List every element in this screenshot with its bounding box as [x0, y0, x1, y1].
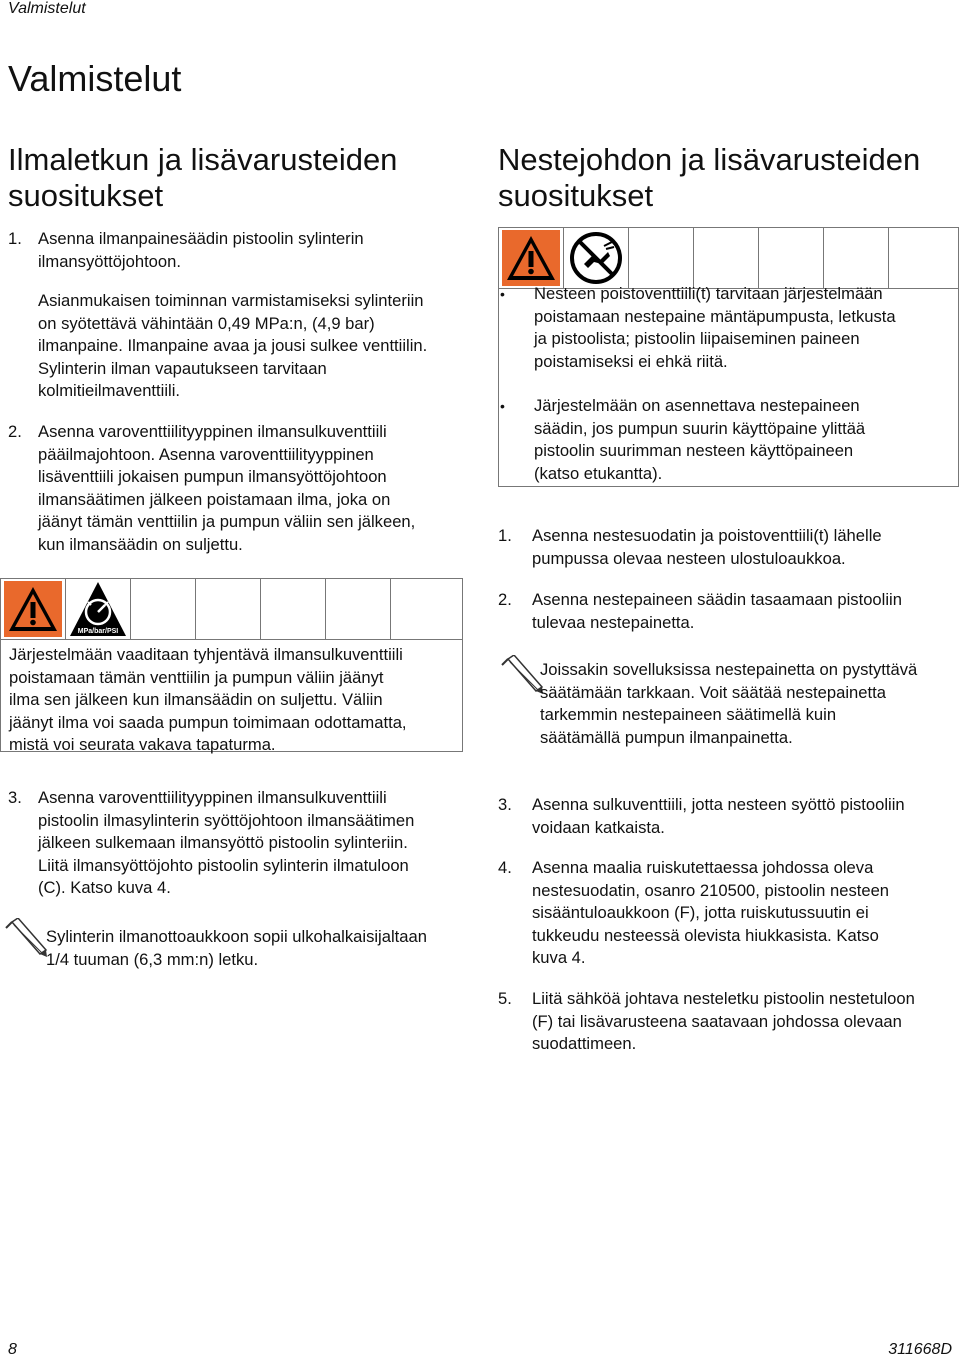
text-line: Asenna ilmanpainesäädin pistoolin sylinterin: [38, 229, 364, 248]
text-line: 1/4 tuuman (6,3 mm:n) letku.: [46, 949, 259, 969]
step-number: 2.: [498, 590, 512, 609]
text-line: säädin, jos pumpun suurin käyttöpaine ylittää: [534, 418, 866, 438]
right-note: [540, 659, 958, 749]
left-step-1: [8, 228, 478, 273]
pressure-gauge-icon: [68, 580, 128, 638]
warning-icon-row: [499, 228, 958, 289]
text-line: ilma sen jälkeen kun ilmansäädin on suljettu. Väliin: [9, 690, 383, 709]
left-section-title-line2: suositukset: [8, 178, 164, 213]
warning-triangle-icon: [4, 581, 62, 637]
empty-icon-cell: [694, 228, 759, 288]
text-line: voidaan katkaista.: [532, 817, 665, 837]
right-section-title-line1: Nestejohdon ja lisävarusteiden: [498, 142, 921, 177]
running-header: Valmistelut: [8, 0, 86, 17]
step-number: 4.: [498, 858, 512, 877]
bullet-dot-icon: •: [500, 398, 505, 414]
empty-icon-cell: [261, 579, 326, 639]
note-pencil-icon: [500, 655, 544, 700]
note-pencil-icon: [4, 918, 48, 963]
air-warning-box: [0, 578, 463, 752]
warning-icon-row: [1, 579, 462, 640]
empty-icon-cell: [131, 579, 196, 639]
empty-icon-cell: [196, 579, 261, 639]
text-line: Asenna nestesuodatin ja poistoventtiili(t) lähelle: [532, 526, 882, 545]
text-line: Joissakin sovelluksissa nestepainetta on pystyttävä: [540, 660, 918, 679]
warning-triangle-icon: [502, 230, 560, 286]
right-bullet-2: [500, 395, 956, 485]
text-line: säätämään tarkkaan. Voit säätää nestepainetta: [540, 682, 886, 702]
text-line: ja pistoolista; pistoolin liipaiseminen paineen: [534, 329, 860, 348]
text-line: nestesuodatin, osanro 210500, pistoolin nesteen: [532, 880, 890, 900]
right-step-3: [498, 794, 958, 839]
left-step-2: [8, 421, 478, 556]
text-line: Asenna sulkuventtiili, jotta nesteen syöttö pistooliin: [532, 795, 905, 814]
empty-icon-cell: [629, 228, 694, 288]
warning-text: [1, 640, 462, 759]
text-line: tukkeudu nesteessä olevista hiukkasista. Katso: [532, 925, 879, 945]
bullet-dot-icon: •: [500, 286, 505, 302]
text-line: tulevaa nestepainetta.: [532, 612, 695, 632]
page-number: 8: [8, 1341, 17, 1358]
text-line: pääilmajohtoon. Asenna varoventtiilityyppinen: [38, 444, 374, 464]
text-line: säätämällä pumpun ilmanpainetta.: [540, 727, 793, 747]
text-line: jäänyt ilma voi saada pumpun toimimaan odottamatta,: [9, 712, 407, 732]
text-line: Nesteen poistoventtiili(t) tarvitaan järjestelmään: [534, 284, 883, 303]
step-number: 2.: [8, 422, 22, 441]
doc-number: 311668D: [888, 1341, 952, 1358]
empty-icon-cell: [391, 579, 459, 639]
text-line: Sylinterin ilman vapautukseen tarvitaan: [38, 358, 327, 378]
text-line: poistamaan tämän venttiilin ja pumpun väliin jäänyt: [9, 667, 384, 687]
gauge-label: MPa/bar/PSI: [77, 628, 119, 635]
step-number: 3.: [498, 795, 512, 814]
right-step-5: [498, 988, 958, 1056]
right-bullet-1: [500, 283, 956, 373]
text-line: sisääntuloaukkoon (F), jotta ruiskutussuutin ei: [532, 903, 869, 922]
text-line: poistamaan nestepaine mäntäpumpusta, letkusta: [534, 306, 896, 326]
text-line: suodattimeen.: [532, 1034, 637, 1053]
text-line: ilmansyöttöjohtoon.: [38, 251, 181, 271]
text-line: pistoolin suurimman nesteen käyttöpaineen: [534, 441, 854, 460]
page-title: Valmistelut: [8, 58, 182, 99]
text-line: tarkemmin nestepaineen säätimellä kuin: [540, 705, 837, 724]
text-line: kun ilmansäädin on suljettu.: [38, 534, 243, 554]
text-line: Asenna maalia ruiskutettaessa johdossa oleva: [532, 858, 874, 877]
text-line: kuva 4.: [532, 948, 586, 967]
step-number: 1.: [8, 229, 22, 248]
empty-icon-cell: [326, 579, 391, 639]
text-line: Liitä ilmansyöttöjohto pistoolin sylinterin ilmatuloon: [38, 855, 409, 875]
text-line: Liitä sähköä johtava nesteletku pistoolin nestetuloon: [532, 989, 915, 1008]
text-line: (katso etukantta).: [534, 463, 663, 483]
left-note: [46, 926, 476, 971]
left-step-3: [8, 787, 478, 900]
text-line: (C). Katso kuva 4.: [38, 878, 171, 897]
right-step-1: [498, 525, 958, 570]
text-line: pumpussa olevaa nesteen ulostuloaukkoa.: [532, 548, 846, 568]
right-section-title: [498, 142, 958, 214]
pressure-gauge-icon-cell: [66, 579, 131, 639]
empty-icon-cell: [824, 228, 889, 288]
step-number: 3.: [8, 788, 22, 807]
warning-triangle-icon-cell: [1, 579, 66, 639]
right-section-title-line2: suositukset: [498, 178, 654, 213]
left-section-title: [8, 142, 468, 214]
text-line: Asenna nestepaineen säädin tasaamaan pistooliin: [532, 590, 902, 609]
text-line: jälkeen sulkemaan ilmansyöttö pistoolin sylinteriin.: [38, 833, 408, 852]
right-step-4: [498, 857, 958, 970]
no-spray-hand-icon-cell: [564, 228, 629, 288]
text-line: (F) tai lisävarusteena saatavaan johdossa olevaan: [532, 1011, 902, 1031]
left-paragraph: [8, 290, 478, 403]
left-section-title-line1: Ilmaletkun ja lisävarusteiden: [8, 142, 398, 177]
empty-icon-cell: [889, 228, 955, 288]
text-line: kolmitieilmaventtiili.: [38, 381, 181, 400]
text-line: jäänyt tämän venttiilin ja pumpun väliin sen jälkeen,: [38, 512, 416, 531]
text-line: Järjestelmään on asennettava nestepaineen: [534, 396, 860, 415]
no-hand-injection-icon: [568, 230, 624, 286]
text-line: ilmanpaine. Ilmanpaine avaa ja jousi sulkee venttiilin.: [38, 336, 428, 355]
text-line: Järjestelmään vaaditaan tyhjentävä ilmansulkuventtiili: [9, 645, 403, 664]
text-line: Asenna varoventtiilityyppinen ilmansulkuventtiili: [38, 788, 387, 807]
text-line: lisäventtiili jokaisen pumpun ilmansyöttöjohtoon: [38, 467, 387, 486]
text-line: Sylinterin ilmanottoaukkoon sopii ulkohalkaisijaltaan: [46, 927, 427, 946]
text-line: Asenna varoventtiilityyppinen ilmansulkuventtiili: [38, 422, 387, 441]
text-line: poistamiseksi ei ehkä riitä.: [534, 351, 728, 371]
text-line: on syötettävä vähintään 0,49 MPa:n, (4,9 bar): [38, 313, 375, 333]
text-line: pistoolin ilmasylinterin syöttöjohtoon ilmansäätimen: [38, 810, 415, 830]
right-step-2: [498, 589, 958, 634]
text-line: mistä voi seurata vakava tapaturma.: [9, 735, 276, 754]
empty-icon-cell: [759, 228, 824, 288]
warning-triangle-icon-cell: [499, 228, 564, 288]
step-number: 1.: [498, 526, 512, 545]
text-line: ilmansäätimen jälkeen poistamaan ilma, joka on: [38, 489, 391, 509]
step-number: 5.: [498, 989, 512, 1008]
text-line: Asianmukaisen toiminnan varmistamiseksi sylinteriin: [38, 291, 424, 310]
